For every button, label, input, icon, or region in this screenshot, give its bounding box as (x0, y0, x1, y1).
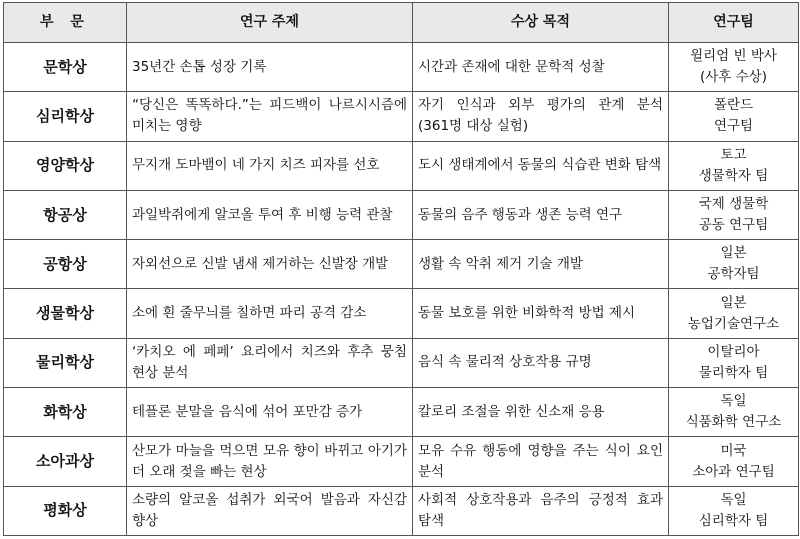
category-cell: 평화상 (4, 486, 127, 535)
team-cell: 이탈리아 물리학자 팀 (669, 338, 799, 387)
topic-cell: 자외선으로 신발 냄새 제거하는 신발장 개발 (127, 240, 413, 289)
category-cell: 화학상 (4, 388, 127, 437)
topic-cell: 산모가 마늘을 먹으면 모유 향이 바뀌고 아기가 더 오래 젖을 빠는 현상 (127, 437, 413, 486)
purpose-cell: 시간과 존재에 대한 문학적 성찰 (413, 43, 669, 92)
team-cell: 토고 생물학자 팀 (669, 141, 799, 190)
header-topic: 연구 주제 (127, 3, 413, 43)
purpose-cell: 생활 속 악취 제거 기술 개발 (413, 240, 669, 289)
team-cell: 국제 생물학 공동 연구팀 (669, 190, 799, 239)
header-row (4, 3, 799, 43)
topic-cell: 무지개 도마뱀이 네 가지 치즈 피자를 선호 (127, 141, 413, 190)
awards-table (3, 2, 799, 536)
table-row (4, 338, 799, 387)
table-row (4, 141, 799, 190)
topic-cell: 소량의 알코올 섭취가 외국어 발음과 자신감 향상 (127, 486, 413, 535)
purpose-cell: 사회적 상호작용과 음주의 긍정적 효과 탐색 (413, 486, 669, 535)
purpose-cell: 동물의 음주 행동과 생존 능력 연구 (413, 190, 669, 239)
topic-cell: 과일박쥐에게 알코올 투여 후 비행 능력 관찰 (127, 190, 413, 239)
category-cell: 물리학상 (4, 338, 127, 387)
purpose-cell: 칼로리 조절을 위한 신소재 응용 (413, 388, 669, 437)
team-cell: 일본 공학자팀 (669, 240, 799, 289)
team-cell: 독일 심리학자 팀 (669, 486, 799, 535)
topic-cell: “당신은 똑똑하다.”는 피드백이 나르시시즘에 미치는 영향 (127, 92, 413, 141)
category-cell: 생물학상 (4, 289, 127, 338)
topic-cell: 테플론 분말을 음식에 섞어 포만감 증가 (127, 388, 413, 437)
topic-cell: 소에 흰 줄무늬를 칠하면 파리 공격 감소 (127, 289, 413, 338)
purpose-cell: 도시 생태계에서 동물의 식습관 변화 탐색 (413, 141, 669, 190)
category-cell: 영양학상 (4, 141, 127, 190)
header-category: 부 문 (4, 3, 127, 43)
purpose-cell: 음식 속 물리적 상호작용 규명 (413, 338, 669, 387)
table-row (4, 289, 799, 338)
team-cell: 윌리엄 빈 박사 (사후 수상) (669, 43, 799, 92)
category-cell: 항공상 (4, 190, 127, 239)
category-cell: 심리학상 (4, 92, 127, 141)
category-cell: 공항상 (4, 240, 127, 289)
table-header (4, 3, 799, 43)
category-cell: 문학상 (4, 43, 127, 92)
purpose-cell: 모유 수유 행동에 영향을 주는 식이 요인 분석 (413, 437, 669, 486)
team-cell: 미국 소아과 연구팀 (669, 437, 799, 486)
purpose-cell: 자기 인식과 외부 평가의 관계 분석(361명 대상 실험) (413, 92, 669, 141)
topic-cell: 35년간 손톱 성장 기록 (127, 43, 413, 92)
table-row (4, 388, 799, 437)
header-team: 연구팀 (669, 3, 799, 43)
table-row (4, 437, 799, 486)
team-cell: 독일 식품화학 연구소 (669, 388, 799, 437)
table-body (4, 43, 799, 536)
purpose-cell: 동물 보호를 위한 비화학적 방법 제시 (413, 289, 669, 338)
category-cell: 소아과상 (4, 437, 127, 486)
table-row (4, 486, 799, 535)
team-cell: 일본 농업기술연구소 (669, 289, 799, 338)
table-row (4, 240, 799, 289)
team-cell: 폴란드 연구팀 (669, 92, 799, 141)
table-row (4, 92, 799, 141)
topic-cell: ‘카치오 에 페페’ 요리에서 치즈와 후추 뭉침 현상 분석 (127, 338, 413, 387)
table-row (4, 43, 799, 92)
table-row (4, 190, 799, 239)
header-purpose: 수상 목적 (413, 3, 669, 43)
